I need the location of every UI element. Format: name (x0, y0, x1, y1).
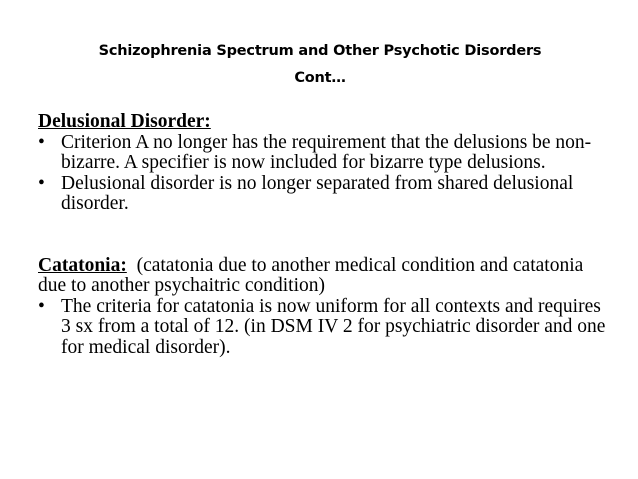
bullet-marker: • (38, 131, 45, 153)
bullet-text: The criteria for catatonia is now uniform for all contexts and requires 3 sx from a total of 12. (in DSM IV 2 for psychiatric disorder and one for medical disorder). (61, 295, 606, 358)
slide-title-line-2: Cont… (294, 70, 346, 86)
section-heading-line (38, 256, 608, 297)
bullet-text: Delusional disorder is no longer separated from shared delusional disorder. (61, 172, 574, 214)
bullet-text: Criterion A no longer has the requirement that the delusions be non-bizarre. A specifier is now included for bizarre type delusions. (61, 131, 592, 173)
bullet-item (38, 297, 608, 359)
bullet-marker: • (38, 172, 45, 194)
section-heading: Catatonia: (38, 254, 127, 276)
slide-title-line-1: Schizophrenia Spectrum and Other Psychotic Disorders (98, 43, 542, 59)
slide-title (40, 38, 600, 92)
section-catatonia (38, 256, 608, 359)
section-spacer (38, 215, 608, 256)
section-intro: (catatonia due to another medical condition and catatonia due to another psychaitric condition) (38, 254, 589, 296)
bullet-item (38, 133, 608, 174)
bullet-marker: • (38, 295, 45, 317)
section-heading: Delusional Disorder: (38, 111, 211, 132)
section-heading-line (38, 112, 608, 133)
slide-body (38, 112, 608, 358)
bullet-item (38, 174, 608, 215)
section-delusional-disorder (38, 112, 608, 215)
